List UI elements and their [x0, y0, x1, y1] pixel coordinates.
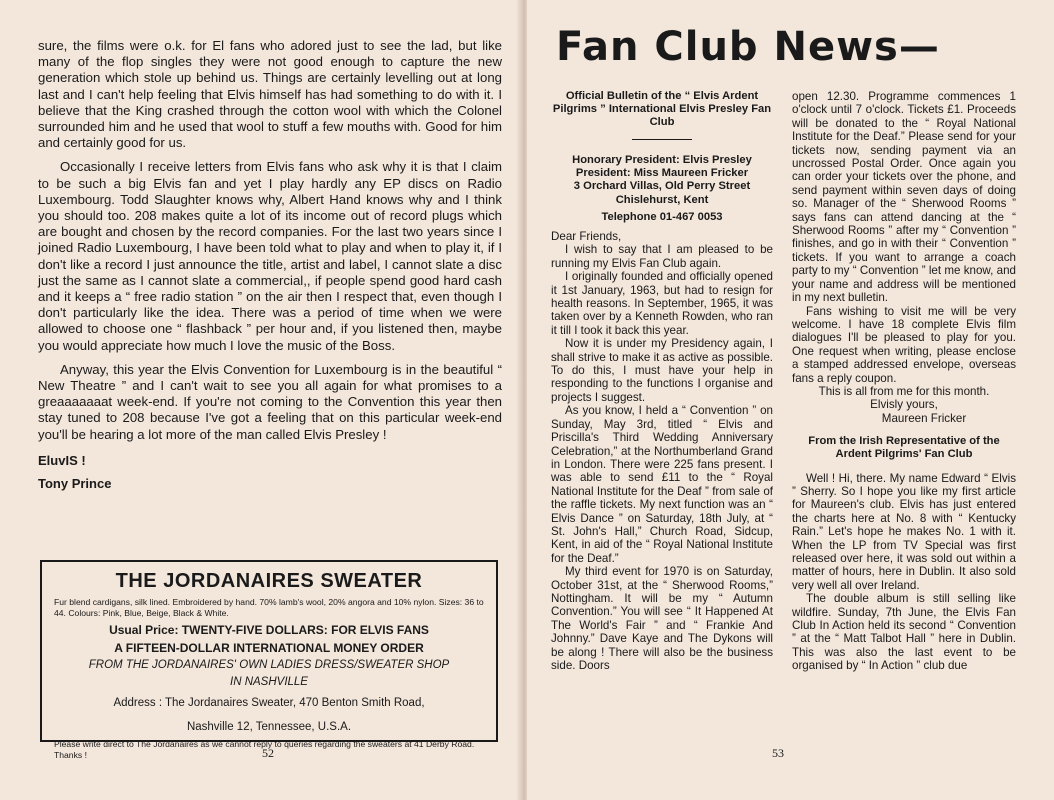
club-officers [551, 154, 773, 224]
telephone: Telephone 01-467 0053 [601, 210, 723, 223]
salutation: Dear Friends, [551, 230, 622, 244]
irish-rep-heading: From the Irish Representative of the Ardent Pilgrims' Fan Club [808, 435, 1000, 461]
article-column-1 [551, 90, 773, 672]
page-number: 53 [772, 746, 784, 760]
paragraph: I originally founded and officially opened it 1st January, 1963, but had to resign for health reasons. In September, 1965, it was taken over by a Kenneth Rowden, who ran it till I took it back this year. [551, 270, 773, 337]
paragraph: As you know, I held a “ Convention ” on Sunday, May 3rd, titled “ Elvis and Priscilla's Third Wedding Anniversary Celebration,” at the Northumberland Grand in London. There were 225 fans present. I was able to send £11 to the “ Royal National Institute for the Deaf ” from sale of the raffle tickets. My next function was an “ Elvis Dance ” on Saturday, 18th July, at “ St. John's Hall,” Church Road, Sidcup, Kent, in aid of the “ Royal National Institute for the Deaf.” [551, 404, 773, 565]
bulletin-heading: Official Bulletin of the “ Elvis Ardent Pilgrims ” International Elvis Presley Fan Club [552, 90, 772, 128]
officer-line: Honorary President: Elvis Presley [572, 154, 752, 166]
paragraph: Anyway, this year the Elvis Convention for Luxembourg is in the beautiful “ New Theatre ” and I can't wait to see you all again for what promises to a greaaaaaaat week-end. If you're not coming to the Convention this year then stay tuned to 208 because I've got a feeling that on this particular week-end you'll be hearing a lot more of the man called Elvis Presley ! [38, 361, 502, 442]
advert-shop-line: FROM THE JORDANAIRES' OWN LADIES DRESS/SWEATER SHOP [88, 659, 450, 671]
paragraph: Fans wishing to visit me will be very welcome. I have 18 complete Elvis film dialogues I'll be pleased to play for you. One request when writing, please enclose a stamped addressed envelope, overseas fans a reply coupon. [792, 304, 1016, 385]
paragraph: The double album is still selling like wildfire. Sunday, 7th June, the Elvis Fan Club In Action held its second “ Convention ” at the “ Matt Talbot Hall ” here in Dublin. This was also the last event to be organised by “ In Action ” club due [792, 592, 1016, 673]
advert-shop-line: IN NASHVILLE [230, 676, 308, 688]
divider [632, 139, 692, 140]
officer-line: 3 Orchard Villas, Old Perry Street [573, 180, 751, 193]
paragraph: sure, the films were o.k. for El fans who adored just to see the lad, but like many of the flop singles they were not good enough to capture the new generation which stole up behind us. Things are certainly levelling out at long last and I can't help feeling that Elvis himself has had something to do with it. I believe that the King crashed through the cotton wool with which the Colonel surrounded him and he used that wool to stuff a few mouths with. Good for him and certainly good for us. [38, 38, 502, 151]
advert-note: Please write direct to The Jordanaires as we cannot reply to queries regarding the sweaters at 41 Derby Road. Thanks ! [54, 739, 475, 760]
paragraph: Occasionally I receive letters from Elvis fans who ask why it is that I claim to be such a big Elvis fan and yet I play hardly any EP discs on Radio Luxembourg. Todd Slaughter knows why, Albert Hand knows why and I think you should too. 208 makes quite a lot of its income out of record plugs which are bought and chosen by the record companies. For the last two years since I joined Radio Luxembourg, I have been told what to play and when to play it, if I don't like a record I just announce the title, artist and label, I cannot slate a disc just the same as I cannot slate a commercial,, if people spend good hard cash and it keeps a “ free radio station ” on the air then I respect that, even though I don't particularly like the idea. There was a period of time when we were allowed to choose one “ flashback ” per hour and, if you listened then, maybe you would appreciate how much I love the music of the Boss. [38, 159, 502, 353]
paragraph: open 12.30. Programme commences 1 o'clock until 7 o'clock. Tickets £1. Proceeds will be donated to the “ Royal National Institute for the Deaf.” Please send for your tickets now, sending payment via an uncrossed Postal Order. Once again you can order your tickets over the phone, and send payment within seven days of doing so. Manager of the “ Sherwood Rooms ” says fans can attend dancing at the “ Sherwood Rooms ” after my “ Convention ” finishes, and go in with their “ Convention ” tickets. If you want to arrange a coach party to my “ Convention ” let me know, and your name and address will be mentioned in my next bulletin. [792, 90, 1016, 305]
paragraph: My third event for 1970 is on Saturday, October 31st, at the “ Sherwood Rooms,” Nottingham. It will be my “ Autumn Convention.” You will see “ It Happened At The World's Fair ” and “ Frankie And Johnny.” Dave Kaye and The Dykons will be along ! There will also be the business side. Doors [551, 565, 773, 673]
signature-name: Maureen Fricker [881, 411, 967, 425]
left-page [0, 0, 522, 800]
advert-price-line: Usual Price: TWENTY-FIVE DOLLARS: FOR ELVIS FANS [109, 623, 429, 637]
paragraph: Now it is under my Presidency again, I shall strive to make it as active as possible. To do this, I must have your help in responding to the functions I organise and projects I suggest. [551, 337, 773, 404]
author-name: Tony Prince [38, 475, 112, 491]
page-headline: Fan Club News— [556, 24, 940, 70]
officer-line: President: Miss Maureen Fricker [575, 167, 749, 180]
advert-title: THE JORDANAIRES SWEATER [115, 570, 423, 592]
page-number: 52 [262, 746, 274, 760]
article-column-2 [792, 90, 1016, 673]
column-text [38, 38, 502, 493]
paragraph: I wish to say that I am pleased to be running my Elvis Fan Club again. [551, 243, 773, 270]
advert-price-line: A FIFTEEN-DOLLAR INTERNATIONAL MONEY ORDER [114, 641, 424, 655]
sign-off: EluvIS ! [38, 452, 86, 468]
officer-line: Chislehurst, Kent [615, 193, 709, 206]
advert-description: Fur blend cardigans, silk lined. Embroidered by hand. 70% lamb's wool, 20% angora and 10% nylon. Sizes: 36 to 44. Colours: Pink, Blue, Beige, Black & White. [54, 597, 484, 618]
valediction: Elvisly yours, [870, 398, 938, 412]
paragraph: Well ! Hi, there. My name Edward “ Elvis ” Sherry. So I hope you like my first article for Maureen's club. Elvis has just entered the charts here at No. 8 with “ Kentucky Rain.” Let's hope he makes No. 1 with it. When the LP from TV Special was first released over here, it was sold out within a matter of hours, here in Dublin. It also sold very well all over Ireland. [792, 471, 1016, 592]
closing-line: This is all from me for this month. [818, 384, 990, 398]
advert-address: Address : The Jordanaires Sweater, 470 Benton Smith Road, [113, 697, 425, 709]
advert-address: Nashville 12, Tennessee, U.S.A. [186, 721, 352, 733]
